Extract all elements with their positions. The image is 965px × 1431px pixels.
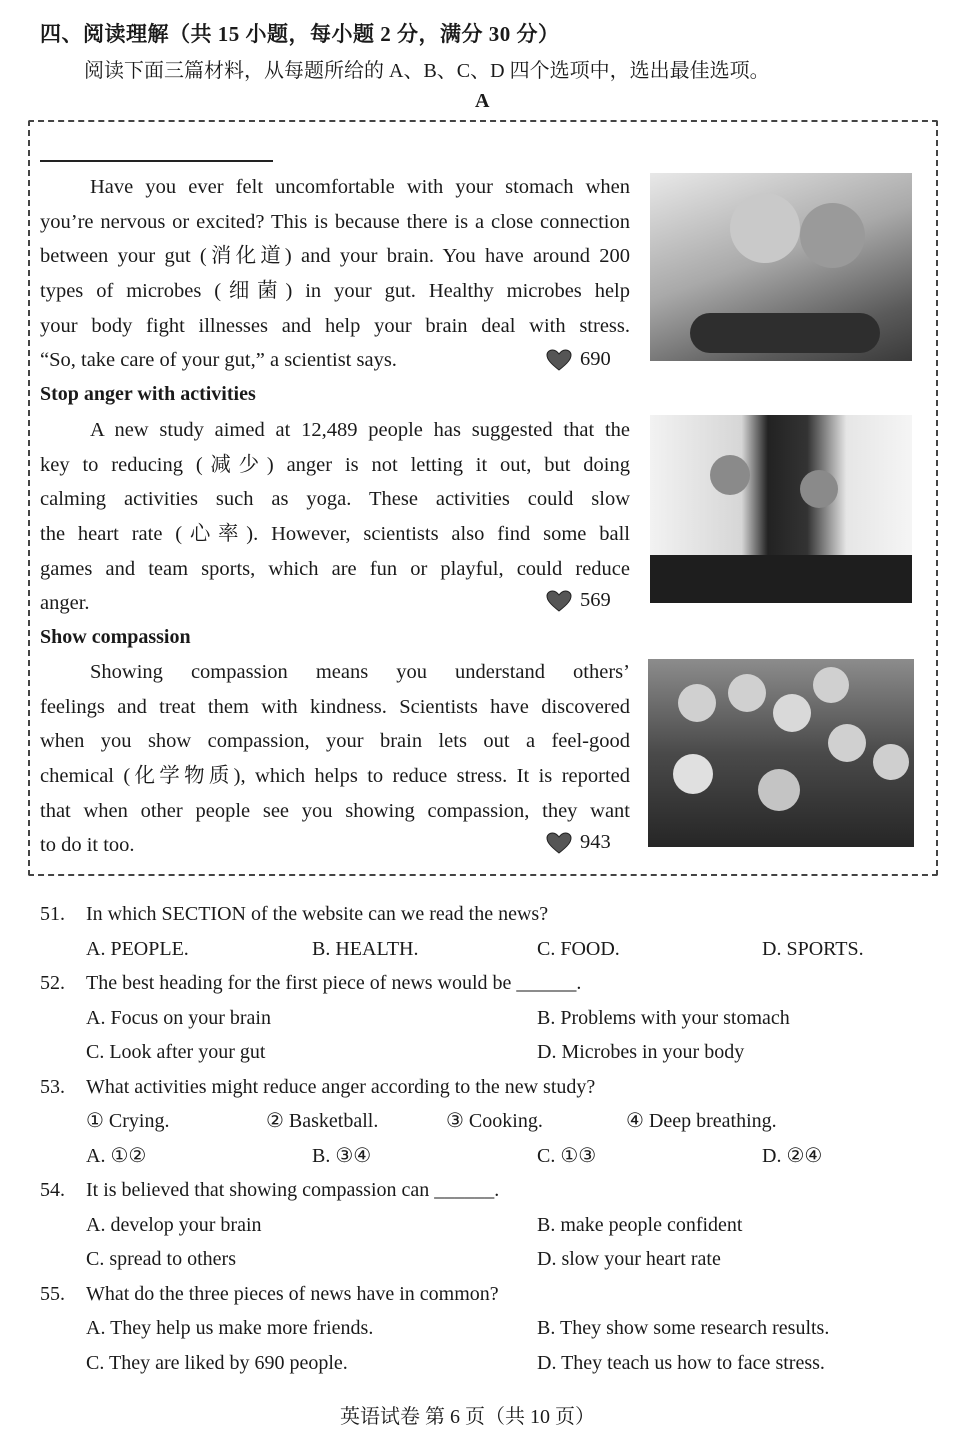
option-d[interactable]: D. They teach us how to face stress. [537,1351,825,1374]
option-c[interactable]: C. They are liked by 690 people. [86,1351,348,1374]
text-line: Have you ever felt uncomfortable with your stomach when [90,176,630,198]
news-2-heading: Stop anger with activities [40,383,256,405]
news-3-paragraph [40,655,630,863]
text-line: between your gut (消化道) and your brain. You have around 200 [40,245,630,268]
heart-icon [546,832,572,854]
heading-blank-line [40,160,273,162]
options-row [40,1346,920,1381]
option-d[interactable]: D. slow your heart rate [537,1248,721,1270]
option-c[interactable]: C. FOOD. [537,937,620,960]
text-line: games and team sports, which are fun or playful, could reduce [40,557,630,580]
question-stem: What do the three pieces of news have in common? [86,1282,499,1305]
question-stem: The best heading for the first piece of news would be ______. [86,972,582,994]
news-3-heading: Show compassion [40,626,191,648]
option-d[interactable]: D. SPORTS. [762,937,864,960]
text-line: chemical (化学物质), which helps to reduce stress. It is reported [40,765,630,788]
like-count: 690 [580,348,611,370]
news-2-likes [546,589,611,612]
text-line: that when other people see you showing compassion, they want [40,799,630,822]
heart-icon [546,349,572,371]
text-line: types of microbes (细菌) in your gut. Healthy microbes help [40,280,630,303]
option-b[interactable]: B. They show some research results. [537,1317,830,1339]
like-count: 943 [580,831,611,853]
question-stem: What activities might reduce anger according to the new study? [86,1075,596,1098]
news-1-image [650,173,912,361]
option-a[interactable]: A. Focus on your brain [86,1006,271,1029]
news-2-paragraph [40,413,630,621]
section-title: 四、阅读理解（共 15 小题，每小题 2 分，满分 30 分） [40,22,560,46]
option-b[interactable]: B. make people confident [537,1213,743,1236]
news-3-image [648,659,914,847]
news-1-likes [546,348,611,371]
like-count: 569 [580,589,611,611]
options-row [40,1208,920,1243]
text-line: calming activities such as yoga. These activities could slow [40,488,630,511]
question-stem: In which SECTION of the website can we read the news? [86,903,549,925]
options-row [40,932,920,967]
news-3-likes [546,831,611,854]
option-b[interactable]: B. Problems with your stomach [537,1006,790,1029]
text-line: to do it too. [40,834,135,857]
question-54 [40,1173,920,1208]
option-c[interactable]: C. ①③ [537,1144,597,1167]
option-b[interactable]: B. HEALTH. [312,937,419,960]
text-line: your body fight illnesses and help your brain deal with stress. [40,314,630,337]
option-a[interactable]: A. PEOPLE. [86,937,189,960]
text-line: when you show compassion, your brain lets out a feel-good [40,730,630,753]
items-row [40,1104,920,1139]
news-2-image [650,415,912,603]
questions [40,897,920,1380]
text-line: “So, take care of your gut,” a scientist says. [40,349,397,372]
option-d[interactable]: D. ②④ [762,1144,823,1167]
question-53 [40,1070,920,1105]
question-stem: It is believed that showing compassion can ______. [86,1179,500,1201]
option-b[interactable]: B. ③④ [312,1144,372,1167]
text-line: Showing compassion means you understand others’ [90,661,630,683]
text-line: the heart rate (心率). However, scientists also find some ball [40,523,630,546]
news-1-paragraph [40,170,630,378]
item-1: ① Crying. [86,1110,170,1132]
question-51 [40,897,920,932]
option-a[interactable]: A. They help us make more friends. [86,1317,374,1339]
question-52 [40,966,920,1001]
item-4: ④ Deep breathing. [626,1110,777,1132]
question-number: 51. [40,903,65,925]
options-row [40,1035,920,1070]
text-line: anger. [40,592,90,615]
option-c[interactable]: C. Look after your gut [86,1041,266,1063]
text-line: A new study aimed at 12,489 people has suggested that the [90,419,630,441]
question-number: 53. [40,1075,65,1098]
options-row [40,1001,920,1036]
question-55 [40,1277,920,1312]
instructions: 阅读下面三篇材料，从每题所给的 A、B、C、D 四个选项中，选出最佳选项。 [84,60,770,82]
text-line: key to reducing (减少) anger is not letting it out, but doing [40,453,630,476]
options-row [40,1139,920,1174]
text-line: you’re nervous or excited? This is because there is a close connection [40,210,630,233]
option-a[interactable]: A. ①② [86,1144,147,1167]
passage-label: A [475,90,490,112]
item-3: ③ Cooking. [446,1110,543,1132]
option-c[interactable]: C. spread to others [86,1248,236,1270]
options-row [40,1242,920,1277]
question-number: 52. [40,972,65,994]
text-line: feelings and treat them with kindness. Scientists have discovered [40,695,630,718]
options-row [40,1311,920,1346]
question-number: 54. [40,1179,65,1201]
question-number: 55. [40,1282,65,1305]
option-d[interactable]: D. Microbes in your body [537,1041,745,1063]
heart-icon [546,590,572,612]
page-footer: 英语试卷 第 6 页（共 10 页） [340,1406,595,1428]
option-a[interactable]: A. develop your brain [86,1213,262,1236]
item-2: ② Basketball. [266,1110,379,1132]
